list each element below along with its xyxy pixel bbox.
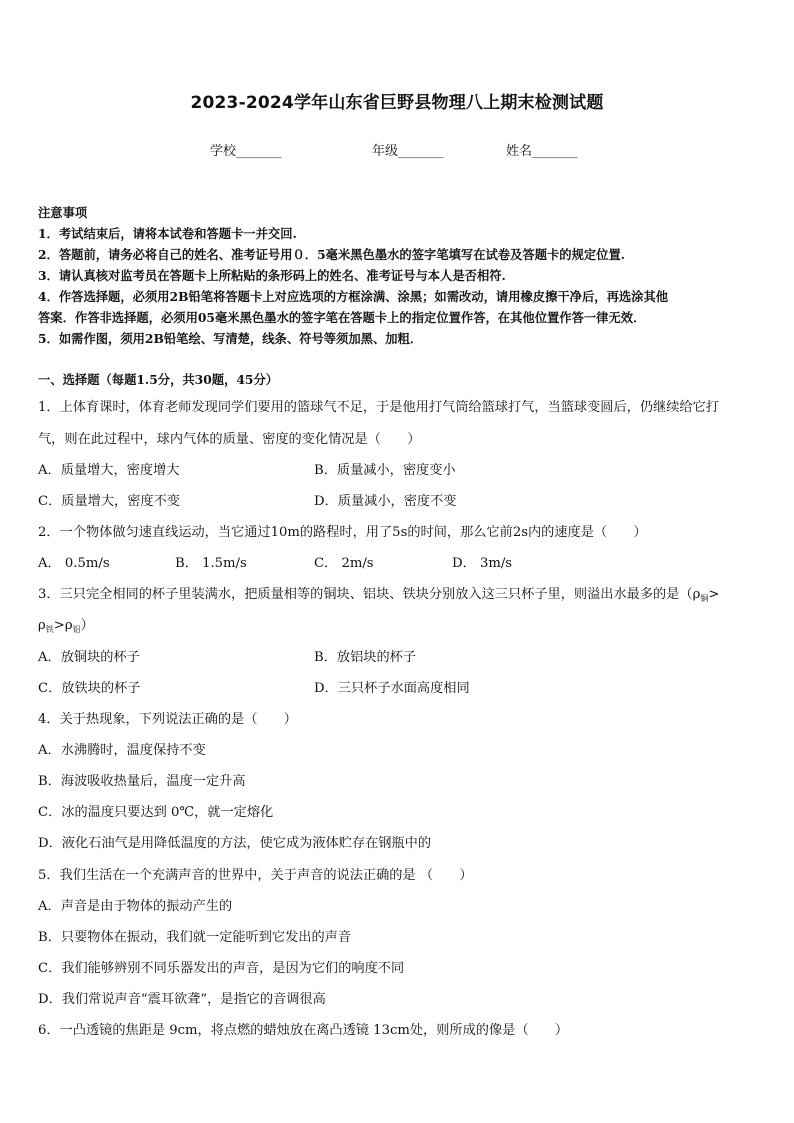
q3-gt-1: > [708,587,720,602]
school-field: 学校_______ [210,144,282,159]
q3-option-a: A．放铜块的杯子 [38,650,140,665]
q2-option-c: C． 2m/s [314,556,374,571]
q3-option-b: B．放铝块的杯子 [314,650,417,665]
grade-field: 年级_______ [372,144,444,159]
notice-item-5: 5．如需作图，须用2B铅笔绘、写清楚，线条、符号等须加黑、加粗． [38,331,423,346]
q3-option-c: C．放铁块的杯子 [38,681,141,696]
q3-sub-aluminum: 铝 [72,625,81,634]
q1-stem-line2: 气，则在此过程中，球内气体的质量、密度的变化情况是（ ） [38,432,421,447]
q5-option-b: B．只要物体在振动，我们就一定能听到它发出的声音 [38,930,352,945]
q3-close-paren: ） [80,618,94,633]
q3-gt-2: >ρ [53,618,73,633]
q5-option-d: D．我们常说声音“震耳欲聋”，是指它的音调很高 [38,992,326,1007]
q4-option-c: C．冰的温度只要达到 0℃，就一定熔化 [38,805,274,820]
q4-option-a: A．水沸腾时，温度保持不变 [38,743,206,758]
q3-stem-line1 [38,583,719,604]
q3-sub-copper: 铜 [700,594,709,603]
name-field: 姓名_______ [506,144,578,159]
q1-stem-line1: 1．上体育课时，体育老师发现同学们要用的篮球气不足，于是他用打气筒给篮球打气，当篮球变圆后，仍继续给它打 [38,400,719,415]
notice-item-4: 4．作答选择题，必须用2B铅笔将答题卡上对应选项的方框涂满、涂黑；如需改动，请用橡皮擦干净后，再选涂其他 [38,289,669,304]
notice-item-3: 3．请认真核对监考员在答题卡上所粘贴的条形码上的姓名、准考证号与本人是否相符. [38,268,506,283]
q3-option-d: D．三只杯子水面高度相同 [314,681,470,696]
q4-option-b: B．海波吸收热量后，温度一定升高 [38,774,246,789]
q5-stem: 5．我们生活在一个充满声音的世界中，关于声音的说法正确的是 （ ） [38,868,473,883]
q5-option-c: C．我们能够辨别不同乐器发出的声音，是因为它们的响度不同 [38,961,405,976]
q1-option-d: D．质量减小，密度不变 [314,494,457,509]
q1-option-c: C．质量增大，密度不变 [38,494,180,509]
q5-option-a: A．声音是由于物体的振动产生的 [38,899,233,914]
notice-item-1: 1．考试结束后，请将本试卷和答题卡一并交回. [38,226,297,241]
q1-option-a: A．质量增大，密度增大 [38,463,180,478]
q2-option-d: D． 3m/s [452,556,513,571]
q2-option-b: B． 1.5m/s [175,556,247,571]
q3-stem-text: 3．三只完全相同的杯子里装满水，把质量相等的铜块、铝块、铁块分别放入这三只杯子里，则溢出水最多的是（ρ [38,587,701,602]
q6-stem: 6．一凸透镜的焦距是 9cm，将点燃的蜡烛放在离凸透镜 13cm处，则所成的像是（ ） [38,1023,569,1038]
q3-stem-line2 [38,614,94,635]
section-heading: 一、选择题（每题1.5分，共30题，45分） [38,372,279,387]
q1-option-b: B．质量减小，密度变小 [314,463,456,478]
q2-stem: 2．一个物体做匀速直线运动，当它通过10m的路程时，用了5s的时间，那么它前2s内的速度是（ ） [38,525,647,540]
q2-option-a: A． 0.5m/s [38,556,110,571]
q4-option-d: D．液化石油气是用降低温度的方法，使它成为液体贮存在钢瓶中的 [38,836,432,851]
q3-sub-iron: 铁 [45,625,54,634]
q3-rho: ρ [38,618,46,633]
q4-stem: 4．关于热现象，下列说法正确的是（ ） [38,712,297,727]
notice-heading: 注意事项 [38,205,88,220]
notice-item-4-cont: 答案．作答非选择题，必须用05毫米黑色墨水的签字笔在答题卡上的指定位置作答，在其他位置作答一律无效． [38,310,646,325]
notice-item-2: 2．答题前，请务必将自己的姓名、准考证号用０．5毫米黑色墨水的签字笔填写在试卷及答题卡的规定位置. [38,247,626,262]
page-title: 2023-2024学年山东省巨野县物理八上期末检测试题 [190,93,604,113]
